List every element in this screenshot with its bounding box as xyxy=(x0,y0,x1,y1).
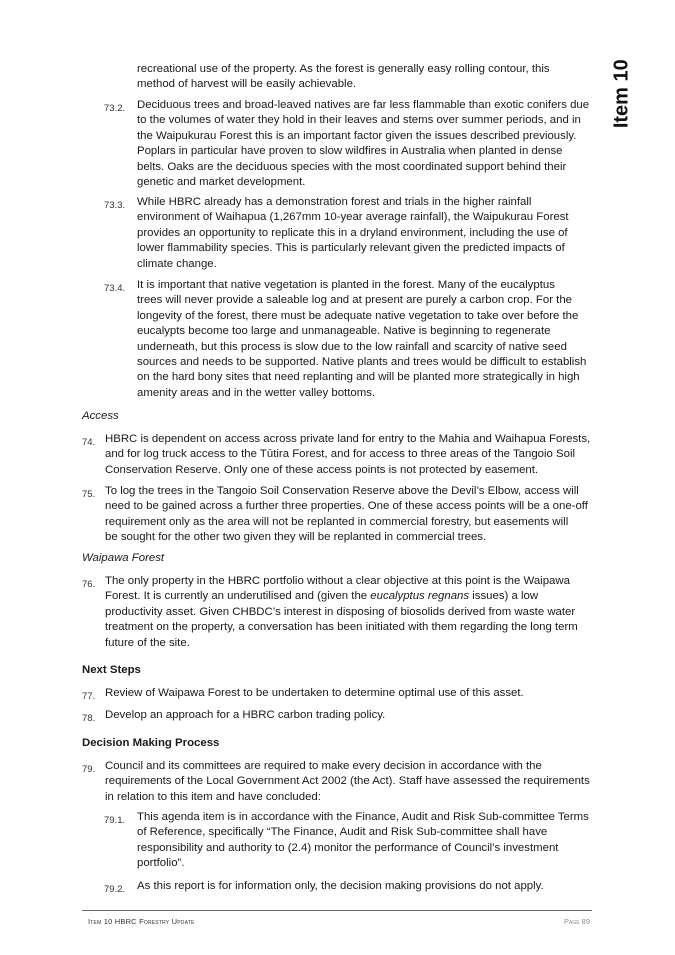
text-line: The only property in the HBRC portfolio without a clear objective at this point is the Waipawa xyxy=(105,575,570,587)
paragraph-number: 76. xyxy=(82,579,96,590)
text-line: To log the trees in the Tangoio Soil Conservation Reserve above the Devil’s Elbow, access will xyxy=(105,485,579,497)
section-heading-decision-making: Decision Making Process xyxy=(82,737,220,749)
paragraph-73-3 xyxy=(137,195,569,272)
text-line: It is important that native vegetation is planted in the forest. Many of the eucalyptus xyxy=(137,279,555,291)
paragraph-79 xyxy=(105,759,590,805)
text-line: in relation to this item and have concluded: xyxy=(105,790,321,803)
paragraph-number: 79.2. xyxy=(104,884,126,895)
paragraph-73-2 xyxy=(137,98,589,190)
text-line: to the volumes of water they hold in their leaves and stems over summer periods, and in xyxy=(137,114,581,127)
paragraph-73-4 xyxy=(137,278,586,401)
footer-item-title: Item 10 HBRC Forestry Update xyxy=(88,917,195,926)
paragraph-number: 73.4. xyxy=(104,283,126,294)
text-line: requirement only as the area will not be replanted in commercial forestry, but easements will xyxy=(105,515,569,528)
text-line: This agenda item is in accordance with the Finance, Audit and Risk Sub-committee Terms xyxy=(137,811,589,823)
paragraph-74 xyxy=(105,432,590,478)
text-line: and for log truck access to the Tūtira Forest, and for access to three areas of the Tangoio Soil xyxy=(105,448,576,461)
paragraph-76 xyxy=(105,574,578,651)
paragraph-number: 79. xyxy=(82,764,96,775)
text-line: While HBRC already has a demonstration forest and trials in the higher rainfall xyxy=(137,196,532,208)
text-line xyxy=(105,589,578,604)
section-heading-access: Access xyxy=(82,410,119,422)
text-line: Poplars in particular have proven to slow wildfires in Australia when planted in dense xyxy=(137,145,563,158)
text-line: on the hard bony sites that need replanting and will be planted more strategically in high xyxy=(137,371,580,384)
text-line: recreational use of the property. As the forest is generally easy rolling contour, this xyxy=(137,63,550,75)
paragraph-number: 74. xyxy=(82,437,96,448)
text-line: amenity areas and in the wetter valley bottoms. xyxy=(137,386,376,399)
text-line: Council and its committees are required to make every decision in accordance with the xyxy=(105,760,542,772)
text-line: requirements of the Local Government Act 2002 (the Act). Staff have assessed the requirements xyxy=(105,775,590,788)
paragraph-79-1 xyxy=(137,810,589,872)
item-side-tab xyxy=(602,59,642,134)
paragraph-number: 73.3. xyxy=(104,200,126,211)
text-line: eucalypts become too large and unmanageable. Native is beginning to regenerate xyxy=(137,325,551,338)
text-line: treatment on the property, a conversation has been initiated with them regarding the long term xyxy=(105,621,578,634)
paragraph-79-2: As this report is for information only, the decision making provisions do not apply. xyxy=(137,880,544,892)
text-line: be sought for the other two given they will be replanted in commercial trees. xyxy=(105,531,487,544)
paragraph-77: Review of Waipawa Forest to be undertaken to determine optimal use of this asset. xyxy=(105,687,524,699)
footer-divider xyxy=(82,910,592,911)
paragraph-number: 77. xyxy=(82,691,96,702)
text-run: Forest. It is currently an underutilised and (given the xyxy=(105,590,371,603)
paragraph-number: 78. xyxy=(82,713,96,724)
paragraph-73-1-continued xyxy=(137,62,550,93)
text-line: Conservation Reserve. Only one of these access points is not protected by easement. xyxy=(105,463,539,476)
text-line: HBRC is dependent on access across private land for entry to the Mahia and Waihapua Forests, xyxy=(105,433,591,445)
text-line: sources and needs to be supported. Native plants and trees would be difficult to establish xyxy=(137,356,587,369)
section-heading-waipawa-forest: Waipawa Forest xyxy=(82,552,165,564)
text-line: lower flammability species. This is particularly relevant given the predicted impacts of xyxy=(137,242,565,255)
text-line: need to be gained across a further three properties. One of these access points will be a one-off xyxy=(105,500,588,513)
species-name: eucalyptus regnans xyxy=(370,590,470,603)
text-line: longevity of the forest, there must be adequate native vegetation to take over before the xyxy=(137,309,579,322)
text-line: portfolio”. xyxy=(137,857,185,870)
section-heading-next-steps: Next Steps xyxy=(82,664,141,676)
text-line: the Waipukurau Forest this is an important factor given the issues described previously. xyxy=(137,129,577,142)
item-label: Item 10 xyxy=(610,59,633,129)
text-line: belts. Oaks are the deciduous species with the most coordinated support behind their xyxy=(137,160,567,173)
text-line: future of the site. xyxy=(105,636,190,649)
paragraph-number: 75. xyxy=(82,489,96,500)
text-line: productivity asset. Given CHBDC’s interest in disposing of biosolids derived from waste water xyxy=(105,605,576,618)
text-run: issues) a low xyxy=(469,590,539,603)
text-line: responsibility and authority to (2.4) monitor the performance of Council’s investment xyxy=(137,841,559,854)
paragraph-number: 79.1. xyxy=(104,815,126,826)
text-line: of Reference, specifically “The Finance, Audit and Risk Sub-committee shall have xyxy=(137,826,548,839)
text-line: Deciduous trees and broad-leaved natives are far less flammable than exotic conifers due xyxy=(137,99,590,111)
text-line: underneath, but this process is slow due to the low rainfall and scarcity of native seed xyxy=(137,340,567,353)
footer-page-number: Page 89 xyxy=(564,917,590,926)
paragraph-75 xyxy=(105,484,588,546)
text-line: provides an opportunity to replicate this in a dryland environment, including the use of xyxy=(137,226,568,239)
paragraph-number: 73.2. xyxy=(104,103,126,114)
paragraph-78: Develop an approach for a HBRC carbon trading policy. xyxy=(105,709,386,721)
text-line: genetic and market development. xyxy=(137,176,306,189)
text-line: environment of Waihapua (1,267mm 10-year average rainfall), the Waipukurau Forest xyxy=(137,211,569,224)
text-line: climate change. xyxy=(137,257,217,270)
text-line: trees will never provide a saleable log and at present are purely a carbon crop. For the xyxy=(137,294,572,307)
text-line: method of harvest will be easily achievable. xyxy=(137,78,357,91)
